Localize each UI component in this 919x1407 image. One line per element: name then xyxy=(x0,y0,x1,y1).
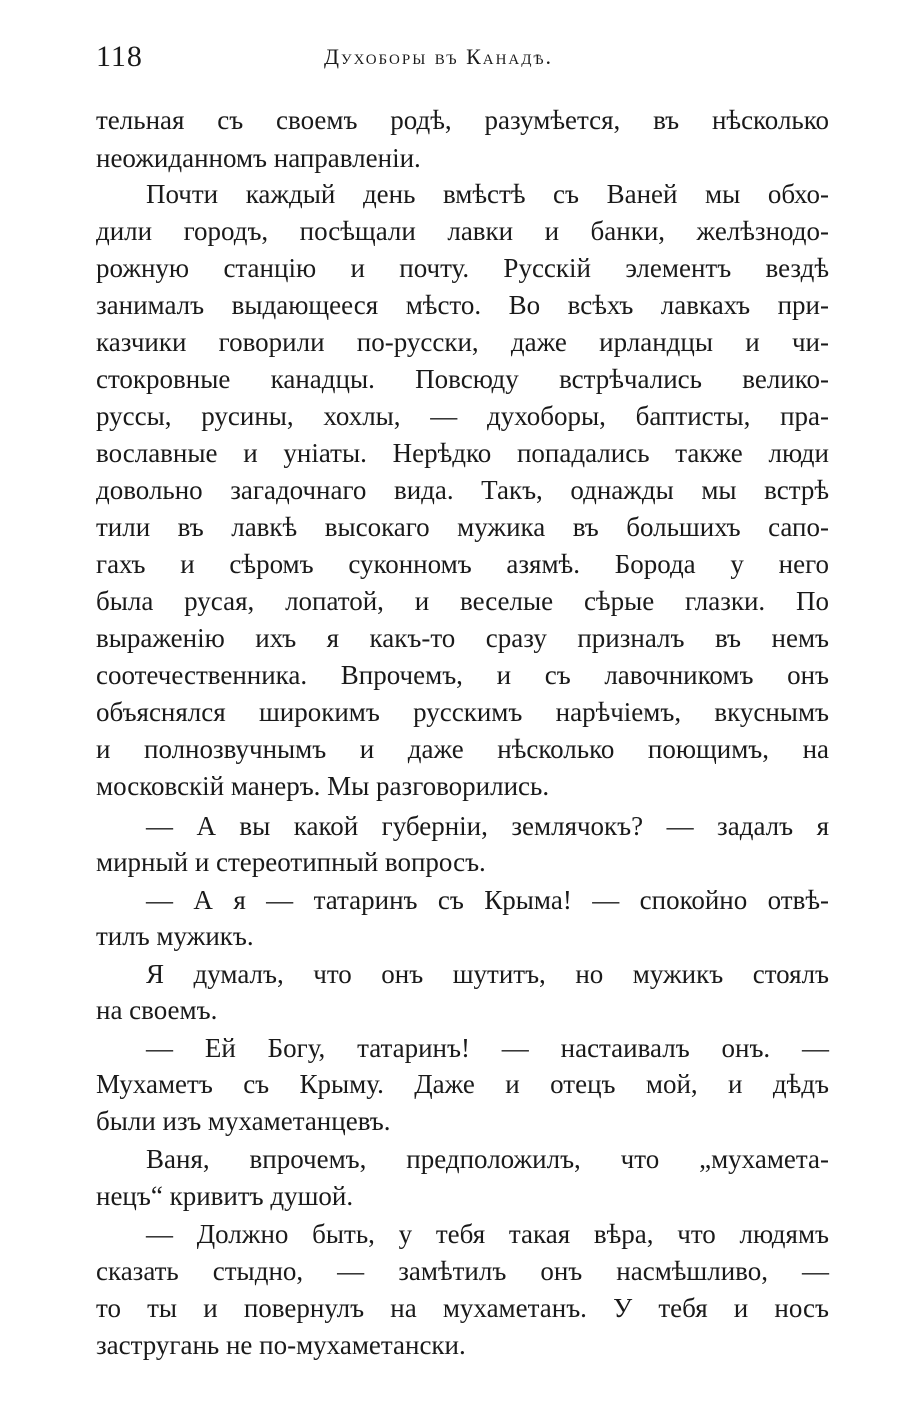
text-line: руссы, русины, хохлы, — духоборы, баптисты, пра- xyxy=(96,401,829,431)
text-line: соотечественника. Впрочемъ, и съ лавочникомъ онъ xyxy=(96,660,829,690)
text-line: на своемъ. xyxy=(96,995,218,1025)
text-line: — А я — татаринъ съ Крыма! — спокойно отвѣ- xyxy=(146,885,829,915)
text-line: и полнозвучнымъ и даже нѣсколько поющимъ, на xyxy=(96,734,829,764)
text-line: занималъ выдающееся мѣсто. Во всѣхъ лавкахъ при- xyxy=(96,290,829,320)
text-line: тельная съ своемъ родѣ, разумѣется, въ нѣсколько xyxy=(96,105,829,135)
text-line: объяснялся широкимъ русскимъ нарѣчіемъ, вкуснымъ xyxy=(96,697,829,727)
text-line: московскій манеръ. Мы разговорились. xyxy=(96,771,550,801)
text-line: мирный и стереотипный вопросъ. xyxy=(96,847,486,877)
text-line: то ты и повернулъ на мухаметанъ. У тебя и носъ xyxy=(96,1293,829,1323)
text-line: Почти каждый день вмѣстѣ съ Ваней мы обхо- xyxy=(146,179,829,209)
page-header xyxy=(96,40,830,84)
text-line: тили въ лавкѣ высокаго мужика въ большихъ сапо- xyxy=(96,512,829,542)
text-line: тилъ мужикъ. xyxy=(96,921,254,951)
text-line: нецъ“ кривитъ душой. xyxy=(96,1181,354,1211)
text-line: выраженію ихъ я какъ-то сразу призналъ въ немъ xyxy=(96,623,829,653)
text-line: — Ей Богу, татаринъ! — настаивалъ онъ. — xyxy=(146,1033,829,1063)
running-title: Духоборы въ Канадѣ. xyxy=(324,44,554,69)
text-line: — А вы какой губерніи, землячокъ? — задалъ я xyxy=(146,811,829,841)
text-line: Мухаметъ съ Крыму. Даже и отецъ мой, и дѣдъ xyxy=(96,1069,829,1099)
text-line: Ваня, впрочемъ, предположилъ, что „мухамета- xyxy=(146,1144,829,1174)
text-line: рожную станцію и почту. Русскій элементъ вездѣ xyxy=(96,253,829,283)
text-line: казчики говорили по-русски, даже ирландцы и чи- xyxy=(96,327,829,357)
text-line: стокровные канадцы. Повсюду встрѣчались велико- xyxy=(96,364,829,394)
text-line: были изъ мухаметанцевъ. xyxy=(96,1106,391,1136)
text-line: вославные и уніаты. Нерѣдко попадались также люди xyxy=(96,438,829,468)
page-number: 118 xyxy=(96,40,143,73)
text-line: застругань не по-мухаметански. xyxy=(96,1330,466,1360)
text-line: неожиданномъ направленіи. xyxy=(96,143,421,173)
text-line: была русая, лопатой, и веселые сѣрые глазки. По xyxy=(96,586,829,616)
text-line: Я думалъ, что онъ шутитъ, но мужикъ стоялъ xyxy=(146,959,829,989)
text-line: гахъ и сѣромъ суконномъ азямѣ. Борода у него xyxy=(96,549,829,579)
text-line: сказать стыдно, — замѣтилъ онъ насмѣшливо, — xyxy=(96,1256,829,1286)
text-line: довольно загадочнаго вида. Такъ, однажды мы встрѣ xyxy=(96,475,829,505)
text-line: — Должно быть, у тебя такая вѣра, что людямъ xyxy=(146,1219,829,1249)
text-line: дили городъ, посѣщали лавки и банки, желѣзнодо- xyxy=(96,216,829,246)
